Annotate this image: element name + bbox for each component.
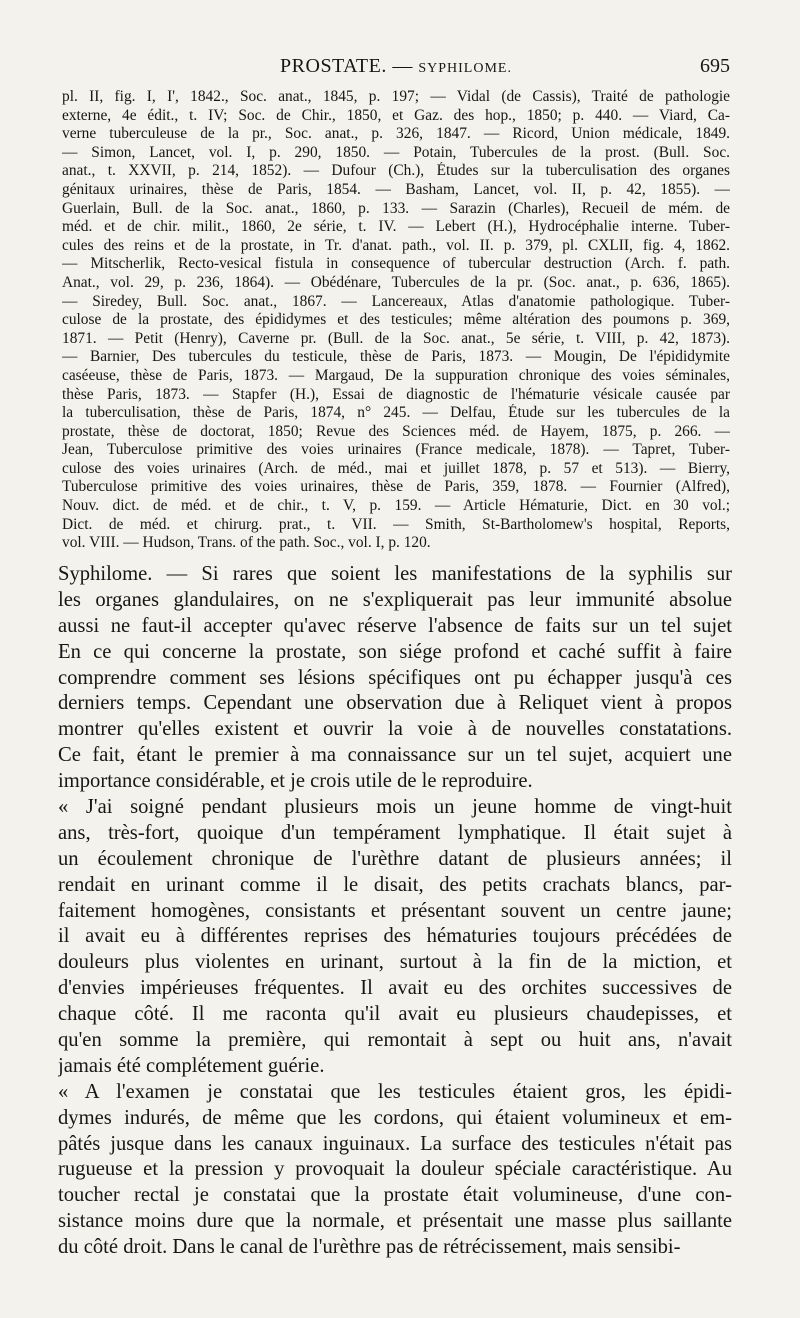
bibliography-line: Guerlain, Bull. de la Soc. anat., 1860, p. 133. — Sarazin (Charles), Recueil de mém. de [62, 199, 730, 217]
section-title: PROSTATE. — [280, 55, 419, 77]
paragraph-line: douleurs plus violentes en urinant, surtout à la fin de la miction, et [58, 951, 732, 974]
bibliography-line: Jean, Tuberculose primitive des voies urinaires (France medicale, 1878). — Tapret, Tuber- [62, 441, 730, 459]
bibliography-line: Tuberculose primitive des voies urinaires, thèse de Paris, 359, 1878. — Fournier (Alfred), [62, 478, 730, 496]
paragraph-line: un écoulement chronique de l'urèthre datant de plusieurs années; il [58, 847, 732, 870]
paragraph-line: faitement homogènes, consistants et présentant souvent un centre jaune; [58, 899, 732, 922]
paragraph-line: rugueuse et la pression y provoquait la douleur spéciale caractéristique. Au [58, 1158, 732, 1181]
running-title [62, 55, 730, 78]
bibliography-line: anat., t. XXVII, p. 214, 1852). — Dufour (Ch.), Études sur la tuberculisation des organes [62, 162, 730, 180]
paragraph-line: sistance moins dure que la normale, et présentait une masse plus saillante [58, 1210, 732, 1233]
bibliography-line: vol. VIII. — Hudson, Trans. of the path. Soc., vol. I, p. 120. [62, 534, 431, 552]
paragraph-line: d'envies impérieuses fréquentes. Il avait eu des orchites successives de [58, 977, 732, 1000]
paragraph-line: importance considérable, et je crois utile de le reproduire. [58, 770, 533, 793]
bibliography-line: thèse Paris, 1873. — Stapfer (H.), Essai de diagnostic de l'hématurie vésicale causée par [62, 385, 730, 403]
running-head [62, 55, 730, 85]
paragraph-line: aussi ne faut-il accepter qu'avec réserve l'absence de faits sur un tel sujet [58, 614, 732, 637]
paragraph-line: jamais été complétement guérie. [58, 1054, 325, 1077]
body-text [58, 562, 732, 1261]
bibliography-line: culose des voies urinaires (Arch. de méd., mai et juillet 1878, p. 57 et 513). — Bierry, [62, 459, 730, 477]
section-subtitle: SYPHILOME. [418, 61, 512, 76]
bibliography-line: Dict. de méd. et chirurg. prat., t. VII. — Smith, St-Bartholomew's hospital, Reports, [62, 515, 730, 533]
paragraph-line: du côté droit. Dans le canal de l'urèthre pas de rétrécissement, mais sensibi- [58, 1236, 681, 1259]
paragraph-line: qu'en somme la première, qui remontait à sept ou huit ans, n'avait [58, 1029, 732, 1052]
bibliography-line: — Barnier, Des tubercules du testicule, thèse de Paris, 1873. — Mougin, De l'épididymite [62, 348, 730, 366]
paragraph-line: Ce fait, étant le premier à ma connaissance sur un tel sujet, acquiert une [58, 744, 732, 767]
paragraph-line: montrer qu'elles existent et ouvrir la voie à de nouvelles constatations. [58, 718, 732, 741]
bibliography-line: verne tuberculeuse de la pr., Soc. anat., p. 326, 1847. — Ricord, Union médicale, 1849. [62, 125, 730, 143]
paragraph-line: Syphilome. — Si rares que soient les manifestations de la syphilis sur [58, 563, 732, 585]
paragraph-line: les organes glandulaires, on ne s'expliquerait pas leur immunité absolue [58, 588, 732, 611]
paragraph-line: « J'ai soigné pendant plusieurs mois un jeune homme de vingt-huit [58, 796, 732, 819]
paragraph-line: pâtés jusque dans les canaux inguinaux. La surface des testicules n'était pas [58, 1132, 732, 1155]
paragraph-line: En ce qui concerne la prostate, son siége profond et caché suffit à faire [58, 640, 732, 663]
paragraph-line: dymes indurés, de même que les cordons, qui étaient volumineux et em- [58, 1106, 732, 1129]
bibliography-line: culose de la prostate, des épididymes et des testicules; même altération des poumons p. 369, [62, 311, 730, 329]
paragraph-line: toucher rectal je constatai que la prostate était volumineuse, d'une con- [58, 1184, 732, 1207]
bibliography-line: pl. II, fig. I, I', 1842., Soc. anat., 1845, p. 197; — Vidal (de Cassis), Traité de pathologie [62, 88, 730, 105]
bibliography-line: cules des reins et de la prostate, in Tr. d'anat. path., vol. II. p. 379, pl. CXLII, fig. 4, 1862. [62, 236, 730, 254]
bibliography-line: 1871. — Petit (Henry), Caverne pr. (Bull. de la Soc. anat., 5e série, t. VIII, p. 42, 1873). [62, 329, 730, 347]
paragraph-line: chaque côté. Il me raconta qu'il avait eu plusieurs chaudepisses, et [58, 1003, 732, 1026]
bibliography-line: Nouv. dict. de méd. et de chir., t. V, p. 159. — Article Hématurie, Dict. en 30 vol.; [62, 497, 730, 515]
bibliography-line: Anat., vol. 29, p. 236, 1864). — Obédénare, Tubercules de la pr. (Soc. anat., p. 636, 1865). [62, 273, 730, 291]
paragraph-line: « A l'examen je constatai que les testicules étaient gros, les épidi- [58, 1080, 732, 1103]
bibliography-line: prostate, thèse de doctorat, 1850; Revue des Sciences méd. de Hayem, 1875, p. 266. — [62, 422, 730, 440]
bibliography-line: méd. et de chir. milit., 1860, 2e série, t. IV. — Lebert (H.), Hydrocéphalie interne. Tuber- [62, 218, 730, 236]
paragraph-line: il avait eu à différentes reprises des hématuries toujours précédées de [58, 925, 732, 948]
bibliography-line: — Simon, Lancet, vol. I, p. 290, 1850. — Potain, Tubercules de la prost. (Bull. Soc. [62, 143, 730, 161]
bibliography-line: génitaux urinaires, thèse de Paris, 1854. — Basham, Lancet, vol. II, p. 42, 1855). — [62, 180, 730, 198]
paragraph-line: comprendre comment ses lésions spécifiques ont pu échapper jusqu'à ces [58, 666, 732, 689]
bibliography-line: — Siredey, Bull. Soc. anat., 1867. — Lancereaux, Atlas d'anatomie pathologique. Tuber- [62, 292, 730, 310]
paragraph-line: ans, très-fort, quoique d'un tempérament lymphatique. Il était sujet à [58, 821, 732, 844]
bibliography-line: — Mitscherlik, Recto-vesical fistula in consequence of tubercular destruction (Arch. f. path. [62, 255, 730, 273]
paragraph-line: derniers temps. Cependant une observation due à Reliquet vient à propos [58, 692, 732, 715]
bibliography-line: la tuberculisation, thèse de Paris, 1874, n° 245. — Delfau, Étude sur les tubercules de la [62, 404, 730, 422]
bibliography-block [62, 88, 730, 553]
bibliography-line: externe, 4e édit., t. IV; Soc. de Chir., 1850, et Gaz. des hop., 1850; p. 440. — Viard, Ca- [62, 106, 730, 124]
paragraph-line: rendait en urinant comme il le disait, des petits crachats blancs, par- [58, 873, 732, 896]
bibliography-line: caséeuse, thèse de Paris, 1873. — Margaud, De la suppuration chronique des voies séminales, [62, 366, 730, 384]
page-number: 695 [700, 55, 730, 77]
